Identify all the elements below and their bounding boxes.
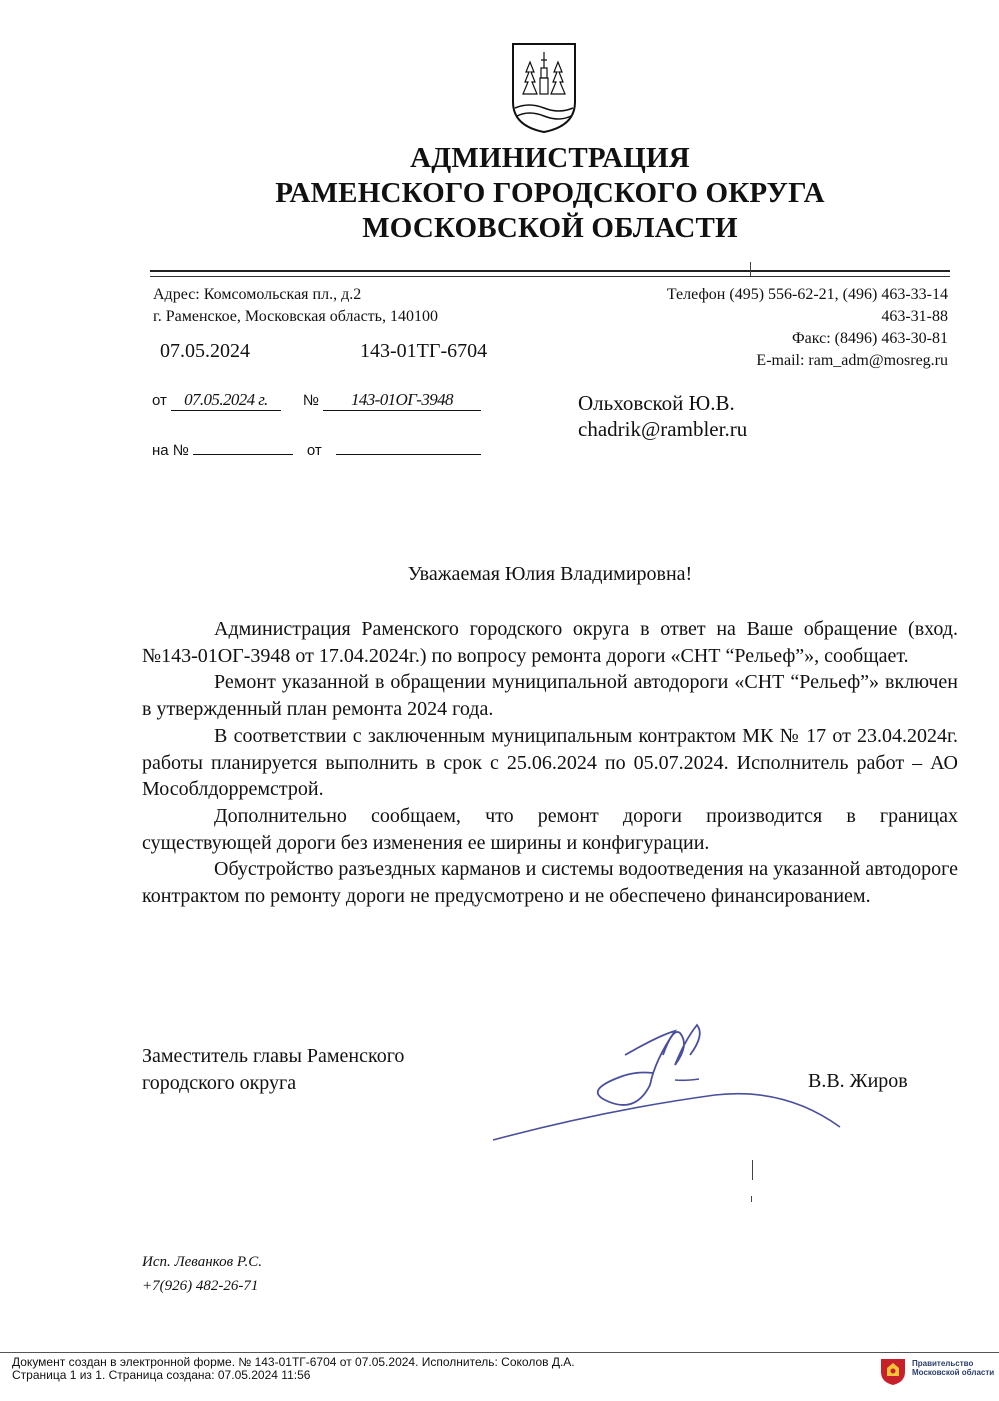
phone-line2: 463-31-88 [881,308,948,325]
recipient-block [578,390,747,442]
address-line1: Адрес: Комсомольская пл., д.2 [153,286,362,303]
signer-title-line2: городского округа [142,1072,297,1094]
email-line: E-mail: ram_adm@mosreg.ru [756,352,948,369]
from2-label: от [306,442,322,459]
org-title-line3: МОСКОВСКОЙ ОБЛАСТИ [362,212,738,244]
outgoing-date: 07.05.2024 г. [171,390,281,411]
header-rule-thin [150,276,950,277]
greeting: Уважаемая Юлия Владимировна! [407,563,693,585]
scan-mark [751,1196,752,1202]
gov-label-line2: Московской области [912,1368,995,1377]
footer-divider [0,1352,999,1353]
signer-title [142,1043,404,1097]
incoming-date-field [336,434,481,455]
outgoing-number: 143-01ОГ-3948 [323,390,481,411]
from-label: от [152,392,167,409]
outgoing-ref [152,390,481,411]
footer-block [12,1356,575,1382]
executor-name: Исп. Леванков Р.С. [142,1254,263,1270]
address-block [153,284,438,328]
org-title-line1: АДМИНИСТРАЦИЯ [410,142,690,174]
incoming-number-field [193,434,293,455]
fax-line: Факс: (8496) 463-30-81 [792,330,948,347]
on-number-label: на № [152,442,189,459]
address-line2: г. Раменское, Московская область, 140100 [153,308,438,325]
recipient-email: chadrik@rambler.ru [578,417,748,441]
header-rule [150,270,950,272]
executor-phone: +7(926) 482-26-71 [142,1278,259,1294]
footer-line2: Страница 1 из 1. Страница создана: 07.05.2024 11:56 [12,1368,311,1382]
handwritten-signature [485,1015,845,1150]
number-label: № [302,392,319,409]
signer-name: В.В. Жиров [808,1070,908,1092]
paragraph: Обустройство разъездных карманов и системы водоотведения на указанной автодороге контрактом по ремонту дороги не предусмотрено и не обеспечено финансированием. [142,858,958,908]
paragraph: Администрация Раменского городского округа в ответ на Ваше обращение (вход. №143-01ОГ-3948 от 17.04.2024г.) по вопросу ремонта дороги «СНТ “Рельеф”», сообщает. [142,618,958,667]
letter-body [142,616,958,910]
paragraph: Дополнительно сообщаем, что ремонт дороги производится в границах существующей дороги без изменения ее ширины и конфигурации. [142,804,958,854]
scan-mark [752,1160,753,1180]
gov-label [912,1359,994,1377]
recipient-name: Ольховской Ю.В. [578,391,735,415]
footer-line1: Документ создан в электронной форме. № 143-01ТГ-6704 от 07.05.2024. Исполнитель: Соколов Д.А. [12,1355,575,1369]
registration-date: 07.05.2024 [160,340,250,362]
signer-title-line1: Заместитель главы Раменского [142,1045,405,1067]
paragraph: В соответствии с заключенным муниципальным контрактом МК № 17 от 23.04.2024г. работы планируется выполнить в срок с 25.06.2024 по 05.07.2024. Исполнитель работ – АО Мособлдорремстрой. [142,724,958,801]
scan-mark [750,262,751,276]
executor-block [142,1250,262,1298]
contacts-block [560,284,948,372]
org-title-line2: РАМЕНСКОГО ГОРОДСКОГО ОКРУГА [275,177,825,209]
moscow-region-shield-icon [878,1356,908,1386]
incoming-ref [152,434,481,460]
registration-number: 143-01ТГ-6704 [360,340,488,362]
gov-label-line1: Правительство [912,1359,974,1368]
paragraph: Ремонт указанной в обращении муниципальной автодороги «СНТ “Рельеф”» включен в утвержденный план ремонта 2024 года. [142,671,958,721]
coat-of-arms-emblem [511,42,577,134]
phone-line: Телефон (495) 556-62-21, (496) 463-33-14 [666,286,948,303]
